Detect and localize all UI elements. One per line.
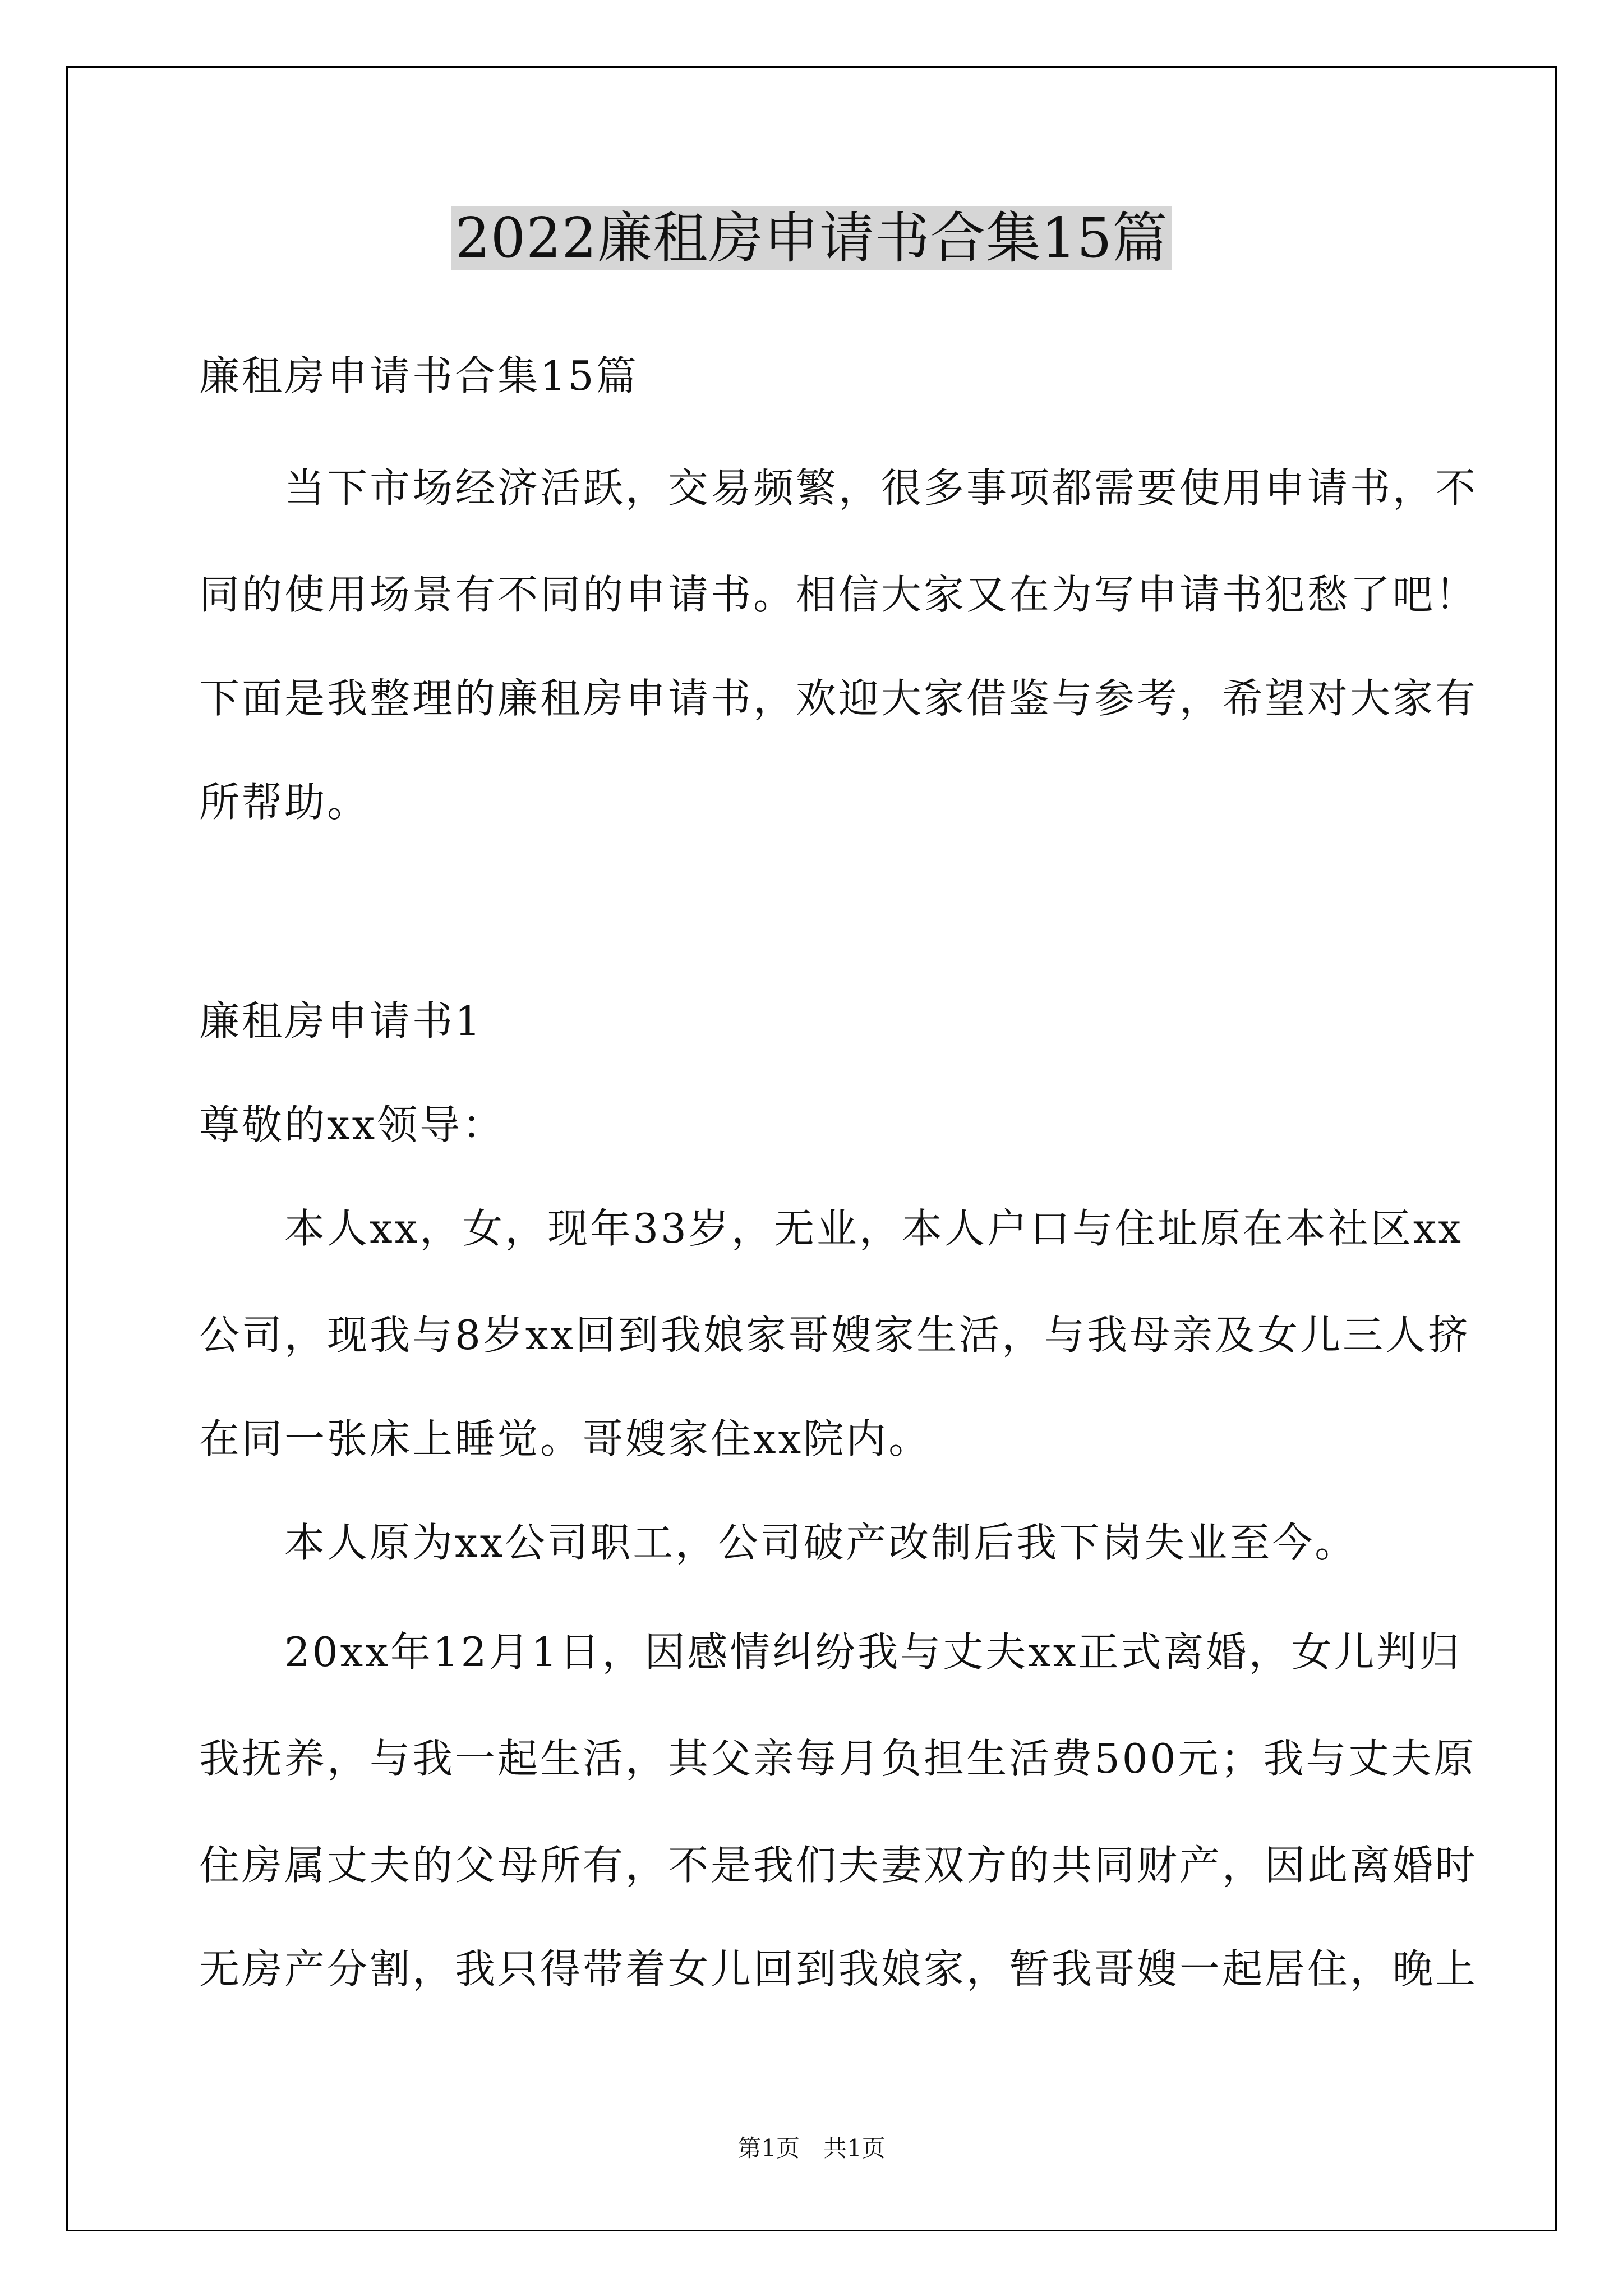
body-line: 同的使用场景有不同的申请书。相信大家又在为写申请书犯愁了吧！	[199, 571, 1478, 618]
body-line: 20xx年12月1日，因感情纠纷我与丈夫xx正式离婚，女儿判归	[199, 1628, 1462, 1676]
body-line: 廉租房申请书合集15篇	[199, 352, 639, 399]
body-line: 本人xx，女，现年33岁，无业，本人户口与住址原在本社区xx	[199, 1205, 1464, 1252]
body-line: 下面是我整理的廉租房申请书，欢迎大家借鉴与参考，希望对大家有	[199, 675, 1478, 722]
body-line: 在同一张床上睡觉。哥嫂家住xx院内。	[199, 1415, 932, 1462]
body-line: 本人原为xx公司职工，公司破产改制后我下岗失业至今。	[199, 1519, 1358, 1566]
body-line: 所帮助。	[199, 779, 370, 826]
body-line: 无房产分割，我只得带着女儿回到我娘家，暂我哥嫂一起居住，晚上	[199, 1945, 1478, 1993]
body-line: 公司，现我与8岁xx回到我娘家哥嫂家生活，与我母亲及女儿三人挤	[199, 1312, 1471, 1359]
salutation: 尊敬的xx领导：	[199, 1101, 505, 1148]
section-heading: 廉租房申请书1	[199, 997, 483, 1045]
page-footer: 第1页 共1页	[737, 2134, 886, 2162]
document-title-text: 2022廉租房申请书合集15篇	[451, 206, 1171, 270]
document-title	[0, 196, 1623, 280]
body-line: 我抚养，与我一起生活，其父亲每月负担生活费500元；我与丈夫原	[199, 1735, 1477, 1782]
body-line: 住房属丈夫的父母所有，不是我们夫妻双方的共同财产，因此离婚时	[199, 1842, 1478, 1889]
body-line: 当下市场经济活跃，交易频繁，很多事项都需要使用申请书，不	[199, 464, 1478, 512]
